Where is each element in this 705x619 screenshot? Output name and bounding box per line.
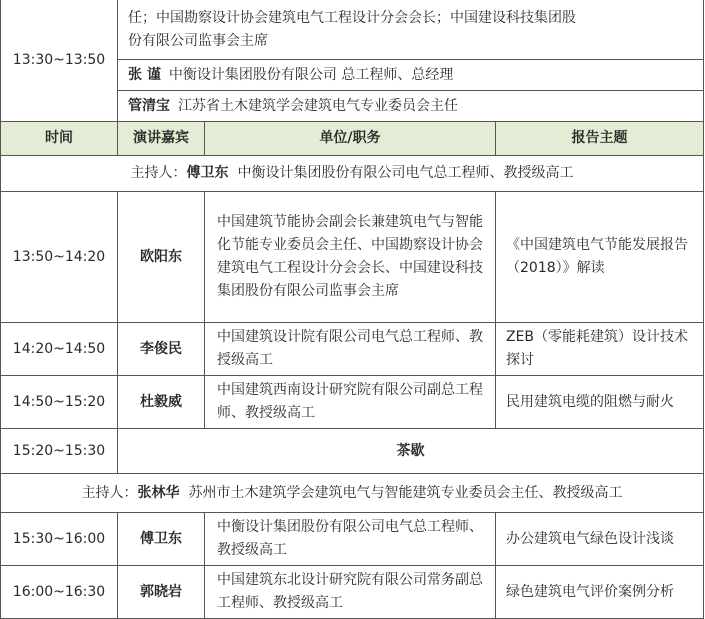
- table-row: [1, 513, 704, 566]
- speaker-title: 中衡设计集团股份有限公司 总工程师、总经理: [168, 66, 454, 83]
- speaker-cell: 郭晓岩: [118, 566, 205, 619]
- speaker-info-cell: [118, 91, 704, 122]
- column-header-topic: 报告主题: [496, 122, 704, 156]
- host-row: [1, 474, 704, 513]
- unit-cell: 中国建筑设计院有限公司电气总工程师、教授级高工: [205, 323, 496, 376]
- speaker-name: 张 谨: [128, 66, 161, 83]
- host-title: 中衡设计集团股份有限公司电气总工程师、教授级高工: [237, 165, 574, 181]
- speaker-info-cell: [118, 60, 704, 91]
- host-cell: [1, 156, 704, 192]
- time-cell: 15:20~15:30: [1, 429, 118, 474]
- time-cell: 14:20~14:50: [1, 323, 118, 376]
- topic-cell: ZEB（零能耗建筑）设计技术探讨: [496, 323, 704, 376]
- topic-cell: 《中国建筑电气节能发展报告（2018）》解读: [496, 192, 704, 323]
- column-header-unit: 单位/职务: [205, 122, 496, 156]
- topic-cell: 民用建筑电缆的阻燃与耐火: [496, 376, 704, 429]
- host-title: 苏州市土木建筑学会建筑电气与智能建筑专业委员会主任、教授级高工: [188, 484, 623, 501]
- topic-cell: 办公建筑电气绿色设计浅谈: [496, 513, 704, 566]
- unit-cell: 中衡设计集团股份有限公司电气总工程师、教授级高工: [205, 513, 496, 566]
- column-header-speaker: 演讲嘉宾: [118, 122, 205, 156]
- time-cell: 13:30~13:50: [1, 0, 118, 122]
- speaker-title: 江苏省土木建筑学会建筑电气专业委员会主任: [178, 97, 458, 114]
- speaker-cell: 李俊民: [118, 323, 205, 376]
- speaker-cell: 傅卫东: [118, 513, 205, 566]
- table-row: [1, 323, 704, 376]
- topic-cell: 绿色建筑电气评价案例分析: [496, 566, 704, 619]
- break-row: [1, 429, 704, 474]
- column-header-time: 时间: [1, 122, 118, 156]
- host-label: 主持人：: [130, 165, 187, 181]
- speaker-cell: 欧阳东: [118, 192, 205, 323]
- table-header-row: [1, 122, 704, 156]
- speaker-info-cell: [118, 0, 704, 60]
- host-row: [1, 156, 704, 192]
- time-cell: 15:30~16:00: [1, 513, 118, 566]
- host-cell: [1, 474, 704, 513]
- host-label: 主持人：: [81, 484, 138, 501]
- speaker-cell: 杜毅威: [118, 376, 205, 429]
- unit-cell: 中国建筑东北设计研究院有限公司常务副总工程师、教授级高工: [205, 566, 496, 619]
- unit-cell: 中国建筑节能协会副会长兼建筑电气与智能化节能专业委员会主任、中国勘察设计协会建筑电气工程设计分会会长、中国建设科技集团股份有限公司监事会主席: [205, 192, 496, 323]
- time-cell: 16:00~16:30: [1, 566, 118, 619]
- unit-cell: 中国建筑西南设计研究院有限公司副总工程师、教授级高工: [205, 376, 496, 429]
- host-name: 傅卫东: [186, 165, 229, 181]
- time-cell: 14:50~15:20: [1, 376, 118, 429]
- time-cell: 13:50~14:20: [1, 192, 118, 323]
- table-row: [1, 566, 704, 619]
- speaker-info-line: 任；中国勘察设计协会建筑电气工程设计分会会长；中国建设科技集团股: [128, 10, 576, 26]
- speaker-name: 管清宝: [128, 97, 170, 114]
- table-row: [1, 192, 704, 323]
- break-label: 茶歇: [118, 429, 704, 474]
- speaker-info-line: 份有限公司监事会主席: [128, 33, 268, 49]
- table-row: [1, 376, 704, 429]
- host-name: 张林华: [137, 484, 180, 501]
- table-row: [1, 0, 704, 60]
